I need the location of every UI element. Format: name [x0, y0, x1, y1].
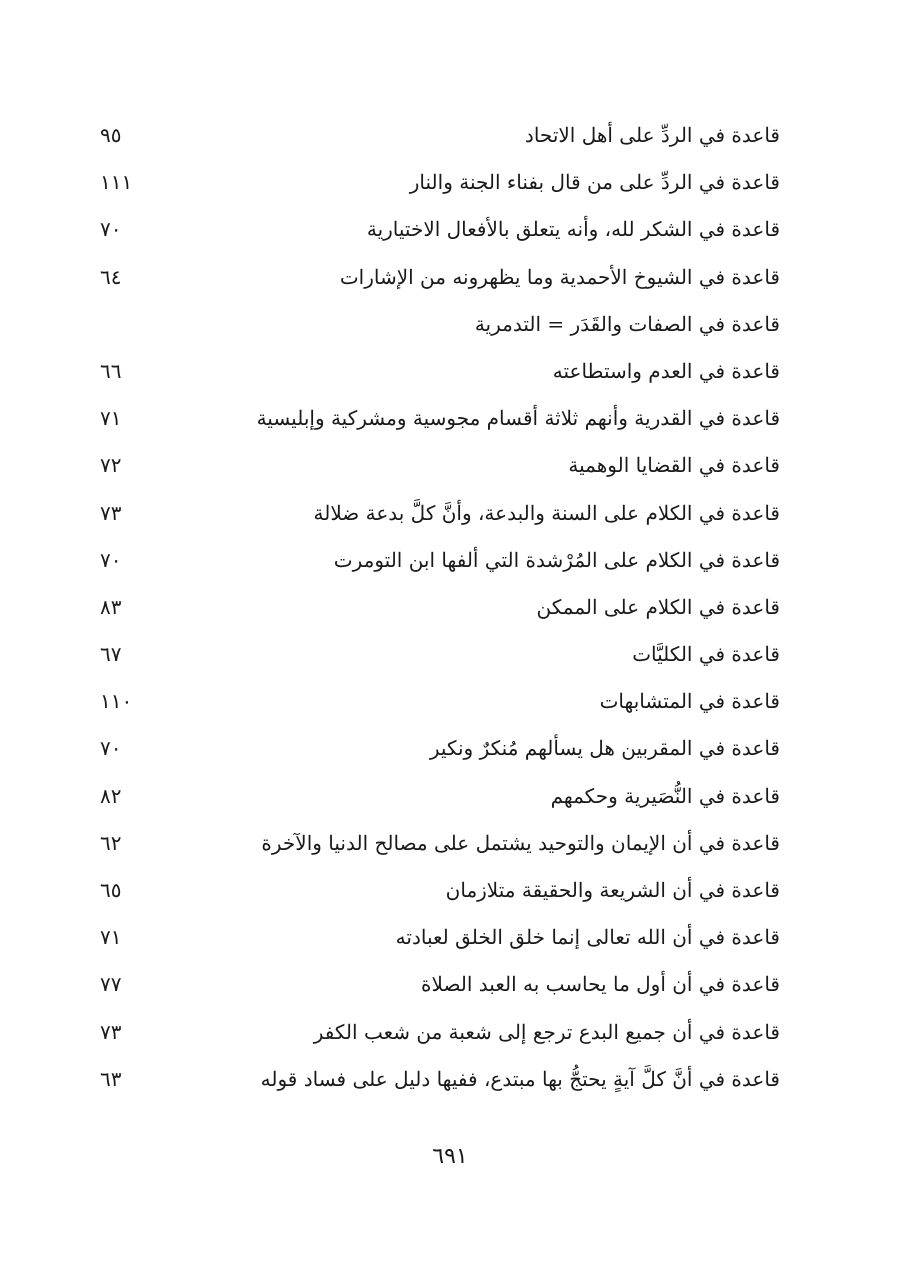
entry-page-number: ٨٣: [100, 594, 122, 619]
index-entry: [0, 301, 900, 348]
index-entry: [0, 1009, 900, 1056]
entry-page-number: ١١١: [100, 170, 133, 195]
entry-title: قاعدة في المقربين هل يسألهم مُنكرٌ ونكير: [429, 736, 780, 761]
entry-title: قاعدة في القدرية وأنهم ثلاثة أقسام مجوسية ومشركية وإبليسية: [256, 406, 780, 431]
entry-page-number: ٧١: [100, 925, 122, 950]
entry-page-number: ٧١: [100, 406, 122, 431]
entry-page-number: ٧٠: [100, 547, 122, 572]
entry-title: قاعدة في الكلام على المُرْشدة التي ألفها ابن التومرت: [333, 547, 780, 572]
index-entry: [0, 678, 900, 725]
entry-title: قاعدة في الردِّ على أهل الاتحاد: [524, 123, 780, 147]
index-entry: [0, 254, 900, 301]
index-entry: [0, 112, 900, 159]
entry-title: قاعدة في الكلام على السنة والبدعة، وأنَّ كلَّ بدعة ضلالة: [313, 500, 780, 525]
index-entry: [0, 867, 900, 914]
entry-title: قاعدة في أن جميع البدع ترجع إلى شعبة من شعب الكفر: [313, 1019, 780, 1044]
index-entry: [0, 348, 900, 395]
entry-page-number: ٦٢: [100, 830, 122, 855]
entry-title: قاعدة في القضايا الوهمية: [568, 453, 780, 478]
entry-page-number: ٦٥: [100, 878, 122, 902]
entry-page-number: ٦٧: [100, 642, 122, 667]
entry-page-number: ٧٣: [100, 500, 122, 525]
index-entry: [0, 961, 900, 1008]
index-entry: [0, 584, 900, 631]
page-number-footer: ٦٩١: [432, 1144, 468, 1169]
entry-page-number: ٧٠: [100, 217, 122, 242]
entry-page-number: ٧٣: [100, 1019, 122, 1044]
index-entry: [0, 490, 900, 537]
entry-title: قاعدة في الشيوخ الأحمدية وما يظهرونه من الإشارات: [339, 264, 780, 289]
index-entry: [0, 820, 900, 867]
entry-title: قاعدة في أن الله تعالى إنما خلق الخلق لعبادته: [395, 925, 780, 950]
index-entry: [0, 159, 900, 206]
entry-page-number: ٦٤: [100, 264, 122, 289]
entry-page-number: ٩٥: [100, 123, 122, 147]
entry-title: قاعدة في الكليَّات: [632, 642, 780, 667]
index-entry: [0, 725, 900, 772]
entry-title: قاعدة في المتشابهات: [599, 689, 780, 714]
entry-title: قاعدة في الردِّ على من قال بفناء الجنة والنار: [409, 170, 780, 195]
entry-title: قاعدة في الصفات والقَدَر = التدمرية: [474, 311, 780, 336]
index-entry: [0, 1056, 900, 1103]
entry-page-number: ٧٧: [100, 972, 122, 997]
index-entry: [0, 631, 900, 678]
entry-title: قاعدة في الشكر لله، وأنه يتعلق بالأفعال الاختيارية: [366, 217, 780, 242]
entry-title: قاعدة في أنَّ كلَّ آيةٍ يحتجُّ بها مبتدع، ففيها دليل على فساد قوله: [260, 1066, 780, 1091]
index-entry: [0, 442, 900, 489]
entry-page-number: ٧٠: [100, 736, 122, 761]
index-entries: [0, 112, 900, 1103]
entry-page-number: ٨٢: [100, 783, 122, 808]
entry-title: قاعدة في النُّصَيرية وحكمهم: [550, 783, 780, 808]
index-entry: [0, 206, 900, 253]
entry-page-number: ٦٦: [100, 358, 122, 383]
entry-title: قاعدة في أن الشريعة والحقيقة متلازمان: [445, 878, 780, 902]
entry-title: قاعدة في أن الإيمان والتوحيد يشتمل على مصالح الدنيا والآخرة: [261, 830, 780, 855]
index-entry: [0, 537, 900, 584]
entry-title: قاعدة في أن أول ما يحاسب به العبد الصلاة: [421, 972, 780, 997]
entry-title: قاعدة في العدم واستطاعته: [552, 358, 780, 383]
index-entry: [0, 914, 900, 961]
index-entry: [0, 773, 900, 820]
index-entry: [0, 395, 900, 442]
entry-page-number: ٦٣: [100, 1066, 122, 1091]
entry-page-number: ٧٢: [100, 453, 122, 478]
entry-page-number: ١١٠: [100, 689, 133, 714]
entry-title: قاعدة في الكلام على الممكن: [536, 594, 780, 619]
